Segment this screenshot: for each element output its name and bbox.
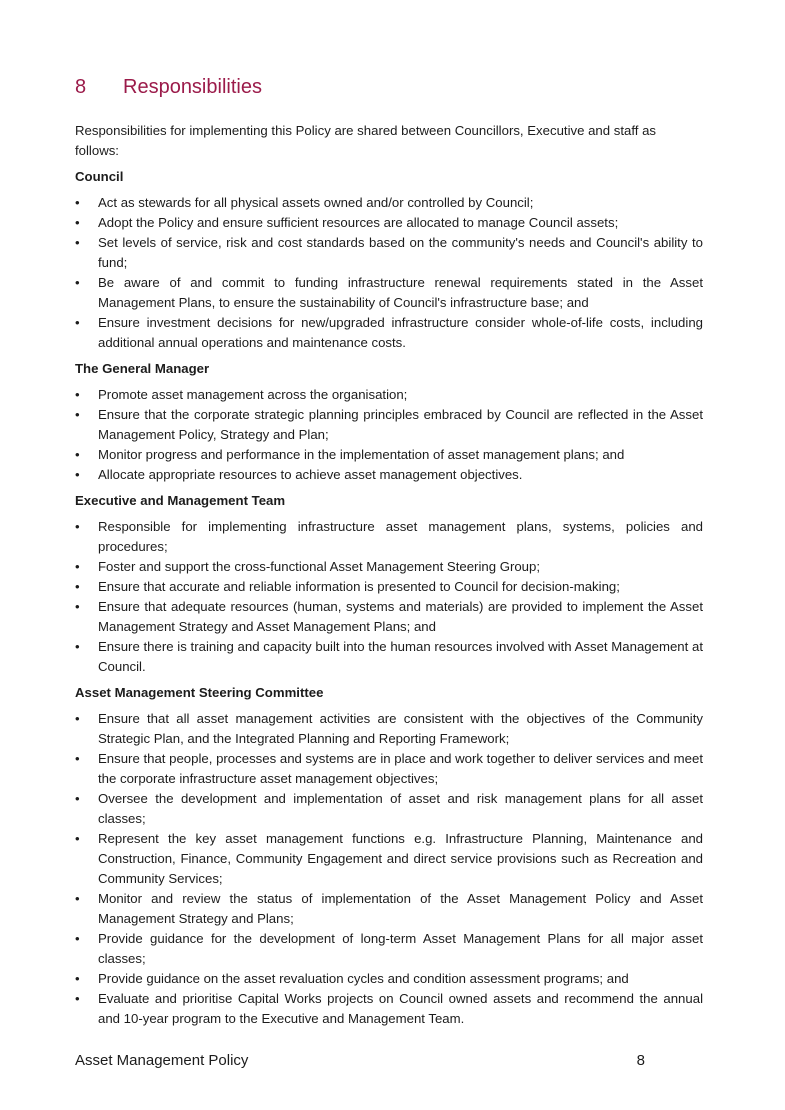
subsection-title-steering-committee: Asset Management Steering Committee xyxy=(75,685,324,700)
list-item xyxy=(75,445,703,465)
list-item-text: Oversee the development and implementation of asset and risk management plans for all asset classes; xyxy=(98,791,703,826)
section-heading xyxy=(75,76,262,99)
list-item xyxy=(75,929,703,969)
list-item-text: Provide guidance on the asset revaluation cycles and condition assessment programs; and xyxy=(98,971,629,986)
list-item-text: Monitor progress and performance in the implementation of asset management plans; and xyxy=(98,447,625,462)
list-item xyxy=(75,749,703,789)
bullet-icon: • xyxy=(75,467,80,482)
bullet-icon: • xyxy=(75,275,80,290)
list-item-text: Evaluate and prioritise Capital Works projects on Council owned assets and recommend the annual and 10-year program to the Executive and Management Team. xyxy=(98,991,703,1026)
list-item xyxy=(75,789,703,829)
bullet-icon: • xyxy=(75,579,80,594)
list-item xyxy=(75,233,703,273)
bullet-icon: • xyxy=(75,991,80,1006)
bullet-icon: • xyxy=(75,215,80,230)
bullet-icon: • xyxy=(75,639,80,654)
list-item-text: Ensure that all asset management activities are consistent with the objectives of the Community Strategic Plan, and the Integrated Planning and Reporting Framework; xyxy=(98,711,703,746)
list-item-text: Act as stewards for all physical assets owned and/or controlled by Council; xyxy=(98,195,534,210)
list-item-text: Ensure investment decisions for new/upgraded infrastructure consider whole-of-life costs, including additional annual operations and maintenance costs. xyxy=(98,315,703,350)
list-item xyxy=(75,405,703,445)
subsection-title-executive-team: Executive and Management Team xyxy=(75,493,286,508)
bullet-icon: • xyxy=(75,387,80,402)
bullet-icon: • xyxy=(75,931,80,946)
intro-paragraph: Responsibilities for implementing this Policy are shared between Councillors, Executive and staff as follows: xyxy=(75,123,657,158)
bullet-icon: • xyxy=(75,315,80,330)
list-item xyxy=(75,273,703,313)
list-item xyxy=(75,557,703,577)
list-item xyxy=(75,709,703,749)
section-title: Responsibilities xyxy=(123,76,262,98)
bullet-icon: • xyxy=(75,599,80,614)
bullet-list-steering-committee xyxy=(75,709,703,1029)
bullet-icon: • xyxy=(75,447,80,462)
list-item xyxy=(75,465,703,485)
bullet-icon: • xyxy=(75,971,80,986)
list-item xyxy=(75,829,703,889)
list-item xyxy=(75,989,703,1029)
list-item-text: Promote asset management across the organisation; xyxy=(98,387,408,402)
list-item xyxy=(75,193,703,213)
list-item-text: Ensure that adequate resources (human, systems and materials) are provided to implement the Asset Management Strategy and Asset Management Plans; and xyxy=(98,599,703,634)
list-item-text: Foster and support the cross-functional Asset Management Steering Group; xyxy=(98,559,541,574)
list-item xyxy=(75,313,703,353)
document-body xyxy=(75,121,703,1035)
list-item-text: Be aware of and commit to funding infrastructure renewal requirements stated in the Asset Management Plans, to ensure the sustainability of Council's infrastructure base; and xyxy=(98,275,703,310)
bullet-icon: • xyxy=(75,891,80,906)
footer-document-title: Asset Management Policy xyxy=(75,1052,249,1069)
bullet-icon: • xyxy=(75,751,80,766)
bullet-icon: • xyxy=(75,407,80,422)
list-item-text: Provide guidance for the development of long-term Asset Management Plans for all major asset classes; xyxy=(98,931,703,966)
bullet-list-council xyxy=(75,193,703,353)
list-item-text: Adopt the Policy and ensure sufficient resources are allocated to manage Council assets; xyxy=(98,215,619,230)
list-item xyxy=(75,577,703,597)
bullet-icon: • xyxy=(75,831,80,846)
bullet-list-general-manager xyxy=(75,385,703,485)
list-item xyxy=(75,637,703,677)
page-footer xyxy=(75,1052,645,1069)
bullet-icon: • xyxy=(75,519,80,534)
bullet-icon: • xyxy=(75,235,80,250)
list-item-text: Monitor and review the status of implementation of the Asset Management Policy and Asset Management Strategy and Plans; xyxy=(98,891,703,926)
list-item-text: Ensure that people, processes and systems are in place and work together to deliver services and meet the corporate infrastructure asset management objectives; xyxy=(98,751,703,786)
subsection-title-council: Council xyxy=(75,169,124,184)
footer-page-number: 8 xyxy=(636,1052,645,1069)
list-item xyxy=(75,517,703,557)
list-item-text: Represent the key asset management functions e.g. Infrastructure Planning, Maintenance and Construction, Finance, Community Engagement and direct service provisions such as Recreation and Community Services; xyxy=(98,831,703,886)
subsection-title-general-manager: The General Manager xyxy=(75,361,210,376)
bullet-icon: • xyxy=(75,711,80,726)
list-item xyxy=(75,213,703,233)
list-item xyxy=(75,969,703,989)
bullet-icon: • xyxy=(75,195,80,210)
section-number: 8 xyxy=(75,76,87,98)
list-item xyxy=(75,889,703,929)
list-item-text: Allocate appropriate resources to achieve asset management objectives. xyxy=(98,467,523,482)
list-item xyxy=(75,385,703,405)
list-item xyxy=(75,597,703,637)
list-item-text: Ensure that the corporate strategic planning principles embraced by Council are reflected in the Asset Management Policy, Strategy and Plan; xyxy=(98,407,703,442)
list-item-text: Set levels of service, risk and cost standards based on the community's needs and Council's ability to fund; xyxy=(98,235,703,270)
bullet-icon: • xyxy=(75,791,80,806)
list-item-text: Responsible for implementing infrastructure asset management plans, systems, policies and procedures; xyxy=(98,519,703,554)
bullet-list-executive-team xyxy=(75,517,703,677)
list-item-text: Ensure there is training and capacity built into the human resources involved with Asset Management at Council. xyxy=(98,639,703,674)
bullet-icon: • xyxy=(75,559,80,574)
list-item-text: Ensure that accurate and reliable information is presented to Council for decision-making; xyxy=(98,579,620,594)
